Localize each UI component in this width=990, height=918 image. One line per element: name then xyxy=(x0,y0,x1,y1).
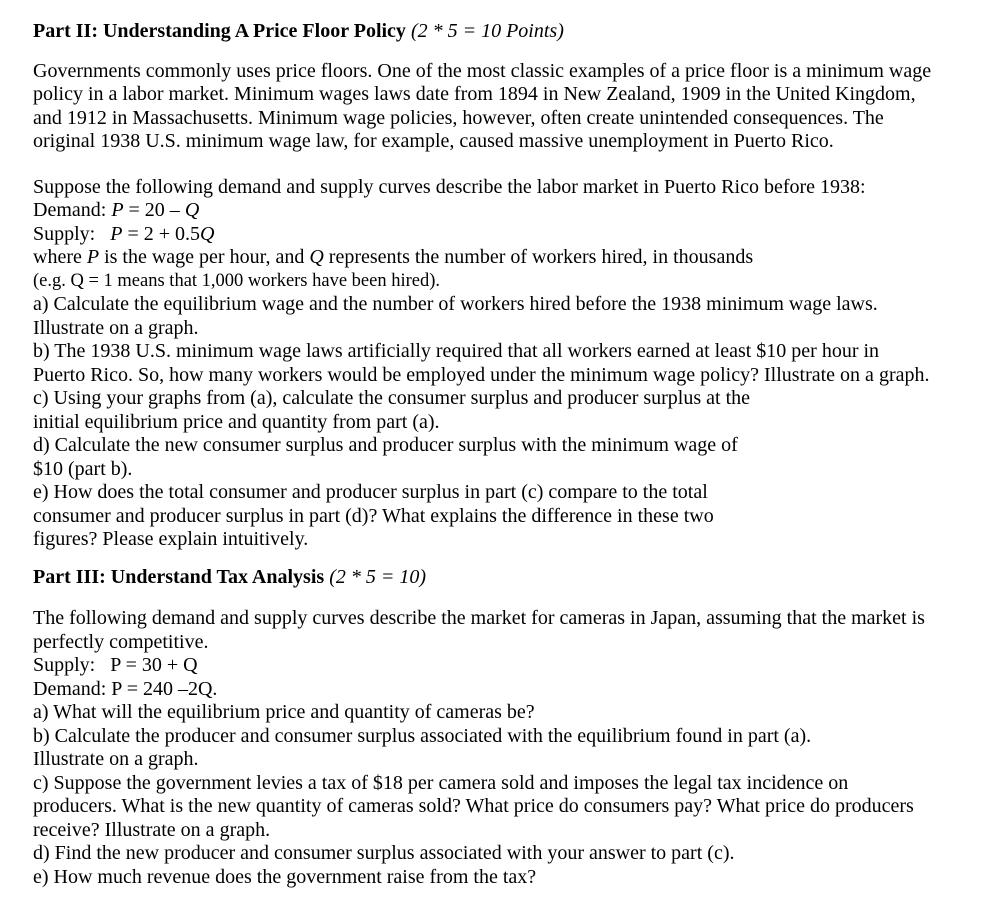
part2-heading-title: Part II: Understanding A Price Floor Policy xyxy=(33,20,411,42)
text-line: b) Calculate the producer and consumer surplus associated with the equilibrium found in part (a). xyxy=(33,724,812,747)
text-line: and 1912 in Massachusetts. Minimum wage policies, however, often create unintended consequences. The xyxy=(33,106,884,129)
where-text: where xyxy=(33,246,87,268)
text-line: policy in a labor market. Minimum wages laws date from 1894 in New Zealand, 1909 in the United Kingdom, xyxy=(33,83,916,105)
part2-setup-line: Suppose the following demand and supply curves describe the labor market in Puerto Rico before 1938: xyxy=(33,175,866,198)
text-line: e) How does the total consumer and producer surplus in part (c) compare to the total xyxy=(33,481,708,503)
where-text: is the wage per hour, and xyxy=(99,246,310,268)
text-line: d) Find the new producer and consumer surplus associated with your answer to part (c). xyxy=(33,842,735,864)
part2-heading-points: (2 * 5 = 10 Points) xyxy=(410,20,564,42)
part2-questions xyxy=(33,293,957,552)
part3-supply-equation: Supply: P = 30 + Q xyxy=(33,654,198,676)
text-line: Governments commonly uses price floors. One of the most classic examples of a price floor is a minimum wage xyxy=(33,59,932,82)
text-line: e) How much revenue does the government raise from the tax? xyxy=(33,865,537,888)
text-line: receive? Illustrate on a graph. xyxy=(33,818,271,841)
demand-label: Demand: xyxy=(33,199,112,221)
text-line: original 1938 U.S. minimum wage law, for example, caused massive unemployment in Puerto Rico. xyxy=(33,130,834,152)
text-line: figures? Please explain intuitively. xyxy=(33,528,309,550)
part3-heading xyxy=(33,566,957,590)
quantity-variable: Q xyxy=(184,199,200,221)
text-line: producers. What is the new quantity of cameras sold? What price do consumers pay? What price do producers xyxy=(33,795,914,817)
price-variable: P xyxy=(110,222,123,245)
text-line: a) What will the equilibrium price and quantity of cameras be? xyxy=(33,701,535,723)
text-line: c) Suppose the government levies a tax of $18 per camera sold and imposes the legal tax incidence on xyxy=(33,771,849,794)
text-line: initial equilibrium price and quantity from part (a). xyxy=(33,410,440,433)
part3-heading-title: Part III: Understand Tax Analysis xyxy=(33,565,330,588)
text-line: Puerto Rico. So, how many workers would be employed under the minimum wage policy? Illustrate on a graph. xyxy=(33,363,930,386)
part2-demand-equation xyxy=(33,199,957,223)
part2-supply-equation xyxy=(33,223,957,247)
part3-body xyxy=(33,607,957,889)
supply-expression: = 2 + 0.5 xyxy=(122,222,201,245)
part3-heading-points: (2 * 5 = 10) xyxy=(329,565,427,588)
text-line: d) Calculate the new consumer surplus and producer surplus with the minimum wage of xyxy=(33,434,738,456)
text-line: consumer and producer surplus in part (d)? What explains the difference in these two xyxy=(33,504,714,527)
where-text: represents the number of workers hired, in thousands xyxy=(323,246,754,268)
part2-body xyxy=(33,176,957,552)
part2-intro-paragraph xyxy=(33,60,957,154)
part2-example-note: (e.g. Q = 1 means that 1,000 workers have been hired). xyxy=(33,270,441,291)
text-line: Illustrate on a graph. xyxy=(33,316,199,339)
supply-label: Supply: xyxy=(33,222,111,245)
quantity-variable: Q xyxy=(309,246,324,268)
text-line: b) The 1938 U.S. minimum wage laws artificially required that all workers earned at least $10 per hour in xyxy=(33,340,880,362)
part3-questions xyxy=(33,701,957,889)
quantity-variable: Q xyxy=(200,222,215,245)
text-line: perfectly competitive. xyxy=(33,630,209,653)
part2-heading xyxy=(33,20,957,44)
part3-demand-equation: Demand: P = 240 –2Q. xyxy=(33,677,218,700)
part3-intro xyxy=(33,607,957,654)
text-line: The following demand and supply curves describe the market for cameras in Japan, assuming that the market is xyxy=(33,607,925,629)
text-line: Illustrate on a graph. xyxy=(33,748,199,770)
price-variable: P xyxy=(86,246,100,268)
part2-variable-definitions xyxy=(33,246,957,270)
text-line: c) Using your graphs from (a), calculate the consumer surplus and producer surplus at the xyxy=(33,387,751,409)
demand-expression: = 20 – xyxy=(123,199,185,221)
text-line: a) Calculate the equilibrium wage and the number of workers hired before the 1938 minimum wage laws. xyxy=(33,293,878,315)
text-line: $10 (part b). xyxy=(33,457,133,480)
price-variable: P xyxy=(111,199,124,221)
